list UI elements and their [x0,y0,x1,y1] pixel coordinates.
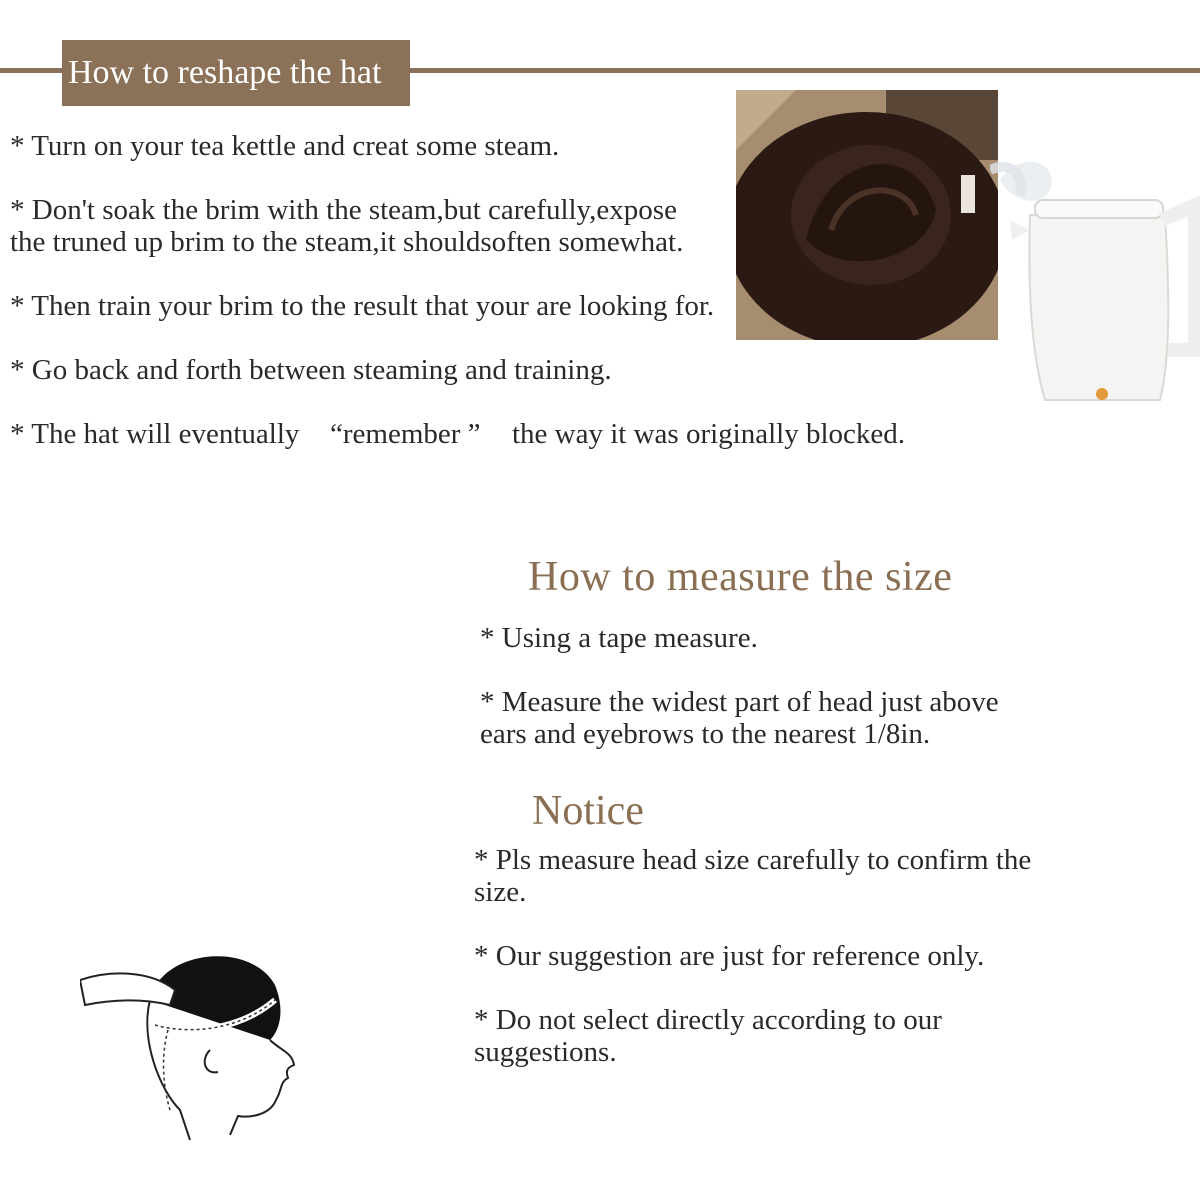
measure-line-3: ears and eyebrows to the nearest 1/8in. [480,718,931,750]
reshape-step-2a: * Don't soak the brim with the steam,but carefully,expose [10,194,677,226]
measure-line-2: * Measure the widest part of head just above [480,686,999,718]
reshape-title: How to reshape the hat [62,40,410,106]
hat-photo-graphic [736,90,998,340]
head-measure-illustration [80,940,310,1140]
head-graphic [80,940,310,1140]
measure-line-1: * Using a tape measure. [480,622,758,654]
notice-title: Notice [532,788,644,834]
header-rule-right [410,68,1200,73]
measure-title: How to measure the size [528,554,953,600]
reshape-step-4: * Go back and forth between steaming and training. [10,354,612,386]
notice-line-3: * Our suggestion are just for reference only. [474,940,985,972]
kettle-graphic [990,150,1200,410]
reshape-step-5b: the way it was originally blocked. [512,418,906,450]
reshape-step-3: * Then train your brim to the result that your are looking for. [10,290,715,322]
reshape-step-5a: * The hat will eventually [10,418,300,450]
notice-line-4: * Do not select directly according to our [474,1004,942,1036]
notice-line-5: suggestions. [474,1036,617,1068]
reshape-step-5-quote: “remember ” [330,418,481,450]
notice-line-2: size. [474,876,527,908]
reshape-step-2b: the truned up brim to the steam,it shouldsoften somewhat. [10,226,684,258]
reshape-step-1: * Turn on your tea kettle and creat some steam. [10,130,560,162]
header-rule-left [0,68,62,73]
kettle-image [990,150,1200,410]
hat-photo [736,90,998,340]
notice-line-1: * Pls measure head size carefully to confirm the [474,844,1032,876]
